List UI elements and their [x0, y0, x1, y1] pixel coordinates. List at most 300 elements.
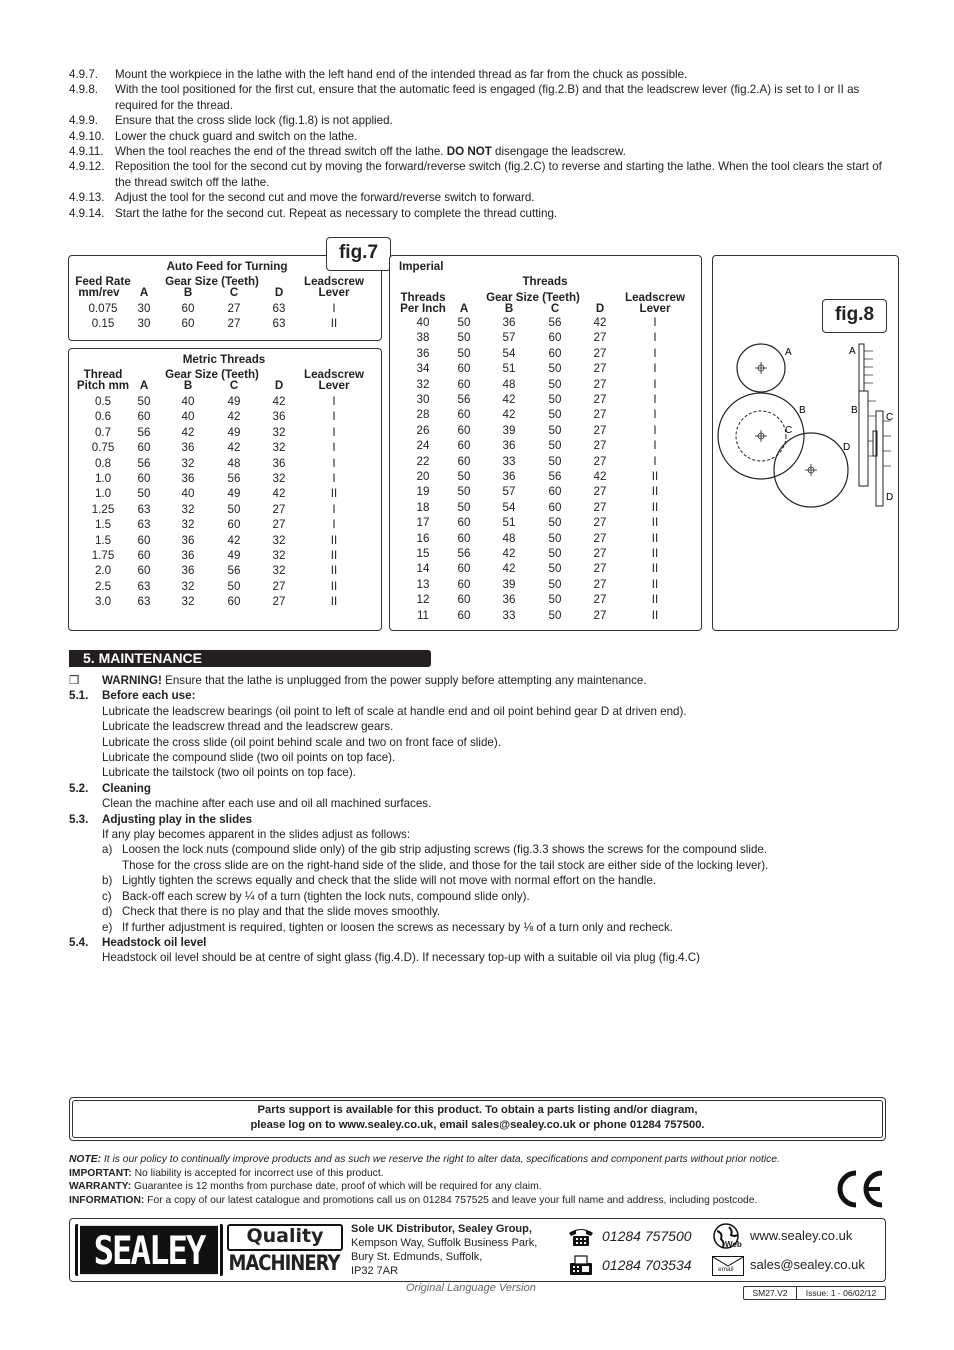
parts-support-box: [69, 1097, 886, 1141]
table-row: [390, 547, 701, 562]
table-cell: 1.0: [94, 472, 112, 485]
table-cell: 32: [272, 564, 286, 578]
table-cell: 0.8: [94, 456, 112, 470]
table-cell: 38: [416, 331, 430, 345]
table-cell: 42: [502, 393, 516, 406]
table-cell: 42: [502, 562, 516, 576]
table-cell: 36: [181, 441, 195, 455]
table-row: [390, 516, 701, 531]
table-row: [69, 441, 381, 456]
table-cell: 32: [181, 595, 195, 609]
step: 4.9.12. Reposition the tool for the second cut by moving the forward/reverse switch (fig.2.C) to reverse and starting the lathe. When the tool clears the start of the thread switch off the lathe.: [69, 160, 882, 189]
phone-number: 01284 757500: [602, 1228, 692, 1244]
table-cell: 50: [457, 500, 471, 514]
table-cell: 57: [502, 485, 516, 499]
table-cell: 56: [137, 456, 151, 470]
col-header: Feed Rate: [75, 275, 131, 288]
table-cell: 27: [593, 393, 607, 406]
table-cell: II: [651, 593, 659, 607]
table-cell: 0.15: [91, 317, 115, 331]
section-5-1: 5.1. Before each use:: [69, 689, 196, 703]
table-row: [69, 472, 381, 487]
table-cell: II: [651, 577, 659, 591]
table-cell: 0.75: [91, 441, 115, 455]
col-header: Lever: [639, 302, 671, 315]
table-row: [69, 487, 381, 502]
table-cell: 0.7: [94, 425, 112, 439]
table-cell: 32: [272, 472, 286, 485]
table-cell: II: [651, 531, 659, 545]
table-cell: 36: [181, 564, 195, 578]
table-cell: 42: [272, 395, 286, 408]
table-cell: I: [332, 502, 336, 516]
table-cell: 30: [416, 393, 430, 406]
table-cell: 60: [457, 531, 471, 545]
table-cell: 24: [416, 439, 430, 453]
table-cell: II: [330, 549, 338, 562]
table-cell: 60: [137, 410, 151, 424]
table-cell: 27: [227, 317, 241, 331]
table-cell: 32: [416, 377, 430, 391]
distributor-address: Sole UK Distributor, Sealey Group, Kempson Way, Suffolk Business Park, Bury St. Edmunds, Suffolk, IP32 7AR: [351, 1223, 538, 1277]
table-cell: 48: [502, 377, 516, 391]
step: 4.9.7. Mount the workpiece in the lathe with the left hand end of the intended thread as far from the chuck as possible.: [69, 68, 688, 81]
table-cell: I: [332, 441, 336, 455]
table-cell: I: [653, 316, 657, 329]
table-cell: 0.075: [88, 302, 118, 315]
table-cell: I: [653, 346, 657, 360]
table-cell: 60: [457, 593, 471, 607]
table-title: Auto Feed for Turning: [166, 260, 288, 273]
table-cell: 2.0: [94, 564, 112, 578]
table-cell: 40: [181, 410, 195, 424]
table-cell: 50: [548, 562, 562, 576]
table-cell: I: [332, 395, 336, 408]
table-cell: I: [653, 393, 657, 406]
table-cell: 60: [457, 562, 471, 576]
table-cell: I: [653, 423, 657, 437]
col-header: D: [274, 379, 284, 392]
table-cell: 27: [593, 593, 607, 607]
table-cell: 27: [593, 423, 607, 437]
table-cell: 50: [227, 502, 241, 516]
parts-support-line: please log on to www.sealey.co.uk, email sales@sealey.co.uk or phone 01284 757500.: [250, 1119, 705, 1131]
table-cell: II: [330, 579, 338, 593]
parts-support-line: Parts support is available for this product. To obtain a parts listing and/or diagram,: [257, 1104, 698, 1116]
table-row: [390, 485, 701, 500]
table-cell: 42: [272, 487, 286, 501]
table-cell: 50: [137, 487, 151, 501]
table-cell: 39: [502, 577, 516, 591]
table-cell: 50: [227, 579, 241, 593]
table-cell: II: [330, 564, 338, 578]
table-cell: II: [651, 500, 659, 514]
list-item: e) If further adjustment is required, tighten or loosen the screws as necessary by ⅛ of a turn only and recheck.: [102, 920, 673, 934]
table-cell: 42: [181, 425, 195, 439]
table-cell: 60: [227, 595, 241, 609]
email-link[interactable]: sales@sealey.co.uk: [750, 1257, 865, 1272]
table-cell: 27: [593, 408, 607, 422]
table-cell: 15: [416, 547, 430, 560]
col-header: Leadscrew: [304, 368, 364, 381]
table-cell: 49: [227, 487, 241, 501]
table-cell: 32: [272, 533, 286, 547]
table-cell: 36: [272, 456, 286, 470]
table-cell: 50: [548, 593, 562, 607]
gear-d-label: D: [843, 442, 851, 453]
table-cell: 50: [548, 531, 562, 545]
table-row: [390, 378, 701, 393]
table-cell: II: [651, 562, 659, 576]
table-cell: 50: [457, 470, 471, 483]
table-row: [390, 362, 701, 377]
side-a-label: A: [849, 346, 856, 357]
list-item: Lubricate the cross slide (oil point behind scale and two on front face of slide).: [102, 735, 501, 749]
table-cell: 49: [227, 395, 241, 408]
table-cell: 27: [593, 516, 607, 530]
table-cell: 50: [548, 577, 562, 591]
table-cell: 50: [548, 454, 562, 468]
table-cell: 36: [181, 549, 195, 562]
col-header: C: [229, 286, 239, 299]
table-cell: 60: [548, 485, 562, 499]
table-cell: 54: [502, 500, 516, 514]
col-header: Leadscrew: [304, 275, 364, 288]
table-cell: 56: [548, 470, 562, 483]
table-cell: II: [651, 485, 659, 499]
warranty-line: WARRANTY: Guarantee is 12 months from purchase date, proof of which will be required for any claim.: [69, 1181, 542, 1192]
table-cell: 12: [416, 593, 430, 607]
checkbox-icon: ❒: [69, 674, 80, 687]
table-cell: 32: [181, 518, 195, 532]
fax-number: 01284 703534: [602, 1257, 692, 1273]
table-cell: 36: [502, 470, 516, 483]
table-cell: 50: [548, 362, 562, 376]
table-cell: 32: [272, 425, 286, 439]
col-header: C: [229, 379, 239, 392]
table-cell: 50: [548, 547, 562, 560]
table-cell: I: [332, 472, 336, 485]
list-item: Lubricate the leadscrew bearings (oil point to left of scale at handle end and oil point behind gear D at driven end).: [102, 704, 687, 718]
table-cell: 3.0: [94, 595, 112, 609]
side-b-label: B: [851, 405, 858, 416]
table-cell: 32: [181, 502, 195, 516]
section-5-2: 5.2. Cleaning: [69, 781, 151, 795]
list-item: Lubricate the tailstock (two oil points on top face).: [102, 766, 356, 780]
table-cell: 63: [272, 317, 286, 331]
table-cell: I: [653, 439, 657, 453]
table-row: [69, 457, 381, 472]
phone-icon: [567, 1225, 595, 1247]
table-cell: 50: [548, 439, 562, 453]
col-header: A: [139, 286, 149, 299]
table-cell: 54: [502, 346, 516, 360]
table-cell: 63: [137, 502, 151, 516]
ce-mark-icon: [832, 1167, 888, 1211]
table-row: [69, 518, 381, 533]
table-cell: II: [330, 487, 338, 501]
section-5-3: 5.3. Adjusting play in the slides: [69, 812, 253, 826]
table-cell: 1.5: [94, 518, 112, 532]
table-cell: 36: [181, 472, 195, 485]
table-cell: 63: [272, 302, 286, 315]
col-header: Threads: [400, 291, 446, 304]
table-cell: I: [653, 377, 657, 391]
maintenance-heading: 5. MAINTENANCE: [69, 650, 431, 667]
table-cell: 1.0: [94, 487, 112, 501]
table-cell: 56: [548, 316, 562, 329]
fig8-label: fig.8: [822, 299, 887, 333]
col-header: B: [183, 286, 193, 299]
threads-header: Threads: [522, 275, 568, 288]
side-c-label: C: [886, 412, 894, 423]
list-item: Lubricate the compound slide (two oil points on top face).: [102, 751, 396, 765]
table-cell: 57: [502, 331, 516, 345]
table-cell: II: [330, 533, 338, 547]
table-cell: 27: [593, 485, 607, 499]
col-header: Thread: [83, 368, 123, 381]
list-item: c) Back-off each screw by ¼ of a turn (tighten the lock nuts, compound slide only).: [102, 889, 530, 903]
table-cell: 49: [227, 425, 241, 439]
list-item: If any play becomes apparent in the slides adjust as follows:: [102, 828, 411, 842]
col-header: B: [183, 379, 193, 392]
table-cell: 27: [593, 377, 607, 391]
fax-icon: [567, 1254, 595, 1276]
table-cell: 60: [457, 454, 471, 468]
table-cell: 27: [593, 531, 607, 545]
website-link[interactable]: www.sealey.co.uk: [750, 1228, 853, 1243]
table-cell: 27: [593, 346, 607, 360]
table-cell: 20: [416, 470, 430, 483]
table-cell: II: [330, 317, 338, 331]
table-cell: 26: [416, 423, 430, 437]
list-item: a) Loosen the lock nuts (compound slide only) of the gib strip adjusting screws (fig.3.3 shows the screws for the compound slide.: [102, 843, 768, 857]
table-cell: 0.6: [94, 410, 112, 424]
step: 4.9.8. With the tool positioned for the first cut, ensure that the automatic feed is engaged (fig.2.B) and that the leadscrew lever (fig.2.A) is set to I or II as required for the thread.: [69, 83, 860, 112]
table-cell: 56: [457, 393, 471, 406]
col-header: Lever: [318, 286, 350, 299]
table-cell: 42: [227, 410, 241, 424]
table-row: [390, 439, 701, 454]
table-cell: 42: [502, 547, 516, 560]
gear-c-label: C: [785, 425, 793, 436]
table-cell: 48: [502, 531, 516, 545]
table-cell: 14: [416, 562, 430, 576]
table-row: [69, 426, 381, 441]
table-cell: 63: [137, 595, 151, 609]
table-cell: 60: [548, 331, 562, 345]
table-cell: 60: [137, 441, 151, 455]
col-header: D: [274, 286, 284, 299]
table-cell: 27: [593, 577, 607, 591]
warning-line: ❒ WARNING! Ensure that the lathe is unplugged from the power supply before attempting any maintenance.: [69, 674, 647, 687]
table-cell: 60: [457, 516, 471, 530]
table-row: [390, 393, 701, 408]
table-cell: 42: [227, 441, 241, 455]
table-cell: 36: [416, 346, 430, 360]
table-cell: 27: [593, 454, 607, 468]
table-row: [69, 595, 381, 610]
table-cell: 11: [416, 608, 430, 622]
thread-cutting-steps: [69, 67, 889, 221]
legal-notes: [69, 1153, 869, 1207]
table-cell: 60: [548, 500, 562, 514]
table-cell: I: [332, 302, 336, 315]
fig7-label: fig.7: [326, 237, 391, 271]
table-cell: 60: [137, 549, 151, 562]
table-cell: 33: [502, 608, 516, 622]
table-cell: I: [332, 410, 336, 424]
step: 4.9.9. Ensure that the cross slide lock (fig.1.8) is not applied.: [69, 114, 393, 128]
col-header: A: [459, 302, 469, 315]
table-cell: 33: [502, 454, 516, 468]
table-cell: 32: [272, 549, 286, 562]
table-row: [390, 501, 701, 516]
table-cell: 36: [502, 593, 516, 607]
table-cell: I: [332, 456, 336, 470]
table-cell: II: [651, 608, 659, 622]
table-cell: 50: [548, 516, 562, 530]
table-cell: 60: [457, 439, 471, 453]
table-row: [390, 532, 701, 547]
sealey-logo: SEALEY: [75, 1224, 223, 1276]
list-item: Lubricate the leadscrew thread and the leadscrew gears.: [102, 720, 394, 734]
table-cell: 40: [416, 316, 430, 329]
table-cell: 28: [416, 408, 430, 422]
col-header: Leadscrew: [625, 291, 685, 304]
email-envelope-icon: email: [712, 1256, 744, 1276]
table-cell: II: [651, 547, 659, 560]
table-cell: 27: [227, 302, 241, 315]
table-cell: 27: [593, 547, 607, 560]
step: 4.9.13. Adjust the tool for the second cut and move the forward/reverse switch to forward.: [69, 191, 535, 205]
table-cell: 56: [457, 547, 471, 560]
col-header: A: [139, 379, 149, 392]
table-title: Metric Threads: [182, 353, 266, 366]
table-cell: 56: [227, 472, 241, 485]
table-cell: 0.5: [94, 395, 112, 408]
table-row: [390, 593, 701, 608]
table-cell: 40: [181, 487, 195, 501]
gear-size-header: Gear Size (Teeth): [486, 291, 580, 304]
table-cell: 27: [593, 608, 607, 622]
table-cell: 60: [227, 518, 241, 532]
table-cell: II: [651, 470, 659, 483]
list-item: b) Lightly tighten the screws equally and check that the slide will not move with normal effort on the handle.: [102, 874, 657, 888]
gear-b-label: B: [799, 405, 806, 416]
table-cell: 17: [416, 516, 430, 530]
table-row: [390, 316, 701, 331]
table-cell: 36: [502, 316, 516, 329]
table-row: [390, 347, 701, 362]
table-cell: 50: [137, 395, 151, 408]
table-cell: 27: [593, 331, 607, 345]
col-header: Pitch mm: [76, 379, 130, 392]
list-item: Headstock oil level should be at centre of sight glass (fig.4.D). If necessary top-up with a suitable oil via plug (fig.4.C): [102, 951, 701, 965]
table-cell: 36: [181, 533, 195, 547]
table-cell: 40: [181, 395, 195, 408]
table-cell: 60: [137, 533, 151, 547]
col-header: mm/rev: [78, 286, 120, 299]
table-cell: 19: [416, 485, 430, 499]
table-row: [69, 410, 381, 425]
imperial-threads-table: [389, 255, 702, 631]
gear-size-header: Gear Size (Teeth): [165, 275, 259, 288]
table-cell: 50: [548, 377, 562, 391]
table-row: [390, 331, 701, 346]
list-item: Those for the cross slide are on the right-hand side of the slide, and those for the tail stock are either side of the locking lever).: [122, 858, 769, 872]
table-cell: 48: [227, 456, 241, 470]
table-row: [390, 455, 701, 470]
table-cell: 42: [502, 408, 516, 422]
table-cell: 56: [227, 564, 241, 578]
side-d-label: D: [886, 492, 894, 503]
quality-machinery-logo: Quality MACHINERY: [227, 1224, 341, 1276]
table-cell: 1.75: [91, 549, 115, 562]
table-cell: 60: [137, 472, 151, 485]
step: 4.9.11. When the tool reaches the end of the thread switch off the lathe. DO NOT disengage the leadscrew.: [69, 145, 626, 159]
table-cell: 60: [548, 346, 562, 360]
table-cell: 60: [457, 423, 471, 437]
list-item: Clean the machine after each use and oil all machined surfaces.: [102, 797, 432, 811]
table-cell: 63: [137, 518, 151, 532]
table-cell: 27: [593, 439, 607, 453]
section-5-4: 5.4. Headstock oil level: [69, 935, 207, 949]
table-title: Imperial: [399, 260, 444, 273]
table-cell: 42: [593, 470, 607, 483]
table-cell: 60: [457, 362, 471, 376]
table-cell: II: [330, 595, 338, 609]
col-header: C: [550, 302, 560, 315]
table-cell: 27: [272, 502, 286, 516]
table-cell: I: [653, 362, 657, 376]
table-cell: I: [332, 425, 336, 439]
table-cell: 56: [137, 425, 151, 439]
table-cell: 36: [272, 410, 286, 424]
table-cell: 50: [457, 316, 471, 329]
table-row: [390, 609, 701, 624]
table-cell: 1.5: [94, 533, 112, 547]
table-row: [69, 317, 381, 332]
table-row: [390, 424, 701, 439]
table-cell: 60: [137, 564, 151, 578]
table-cell: 32: [181, 579, 195, 593]
table-cell: 30: [137, 302, 151, 315]
doc-code-box: SM27.V2 Issue: 1 - 06/02/12: [743, 1286, 886, 1300]
maintenance-section: [69, 673, 889, 966]
table-cell: 49: [227, 549, 241, 562]
web-globe-icon: Web: [711, 1223, 747, 1251]
table-cell: 42: [227, 533, 241, 547]
col-header: D: [595, 302, 605, 315]
table-cell: 50: [548, 408, 562, 422]
list-item: d) Check that there is no play and that the slide moves smoothly.: [102, 905, 441, 919]
table-cell: 13: [416, 577, 430, 591]
table-cell: 60: [457, 577, 471, 591]
table-cell: I: [653, 408, 657, 422]
note-line: NOTE: It is our policy to continually improve products and as such we reserve the right to alter data, specifications and component parts without prior notice.: [69, 1154, 780, 1165]
table-cell: 51: [502, 362, 516, 376]
table-cell: 63: [137, 579, 151, 593]
information-line: INFORMATION: For a copy of our latest catalogue and promotions call us on 01284 757525 and leave your full name and address, including postcode.: [69, 1194, 758, 1206]
important-line: IMPORTANT: No liability is accepted for incorrect use of this product.: [69, 1167, 384, 1179]
table-cell: 50: [457, 331, 471, 345]
table-cell: 51: [502, 516, 516, 530]
table-cell: 27: [272, 579, 286, 593]
step: 4.9.14. Start the lathe for the second cut. Repeat as necessary to complete the thread cutting.: [69, 206, 558, 220]
table-cell: 60: [457, 408, 471, 422]
table-cell: 50: [548, 393, 562, 406]
